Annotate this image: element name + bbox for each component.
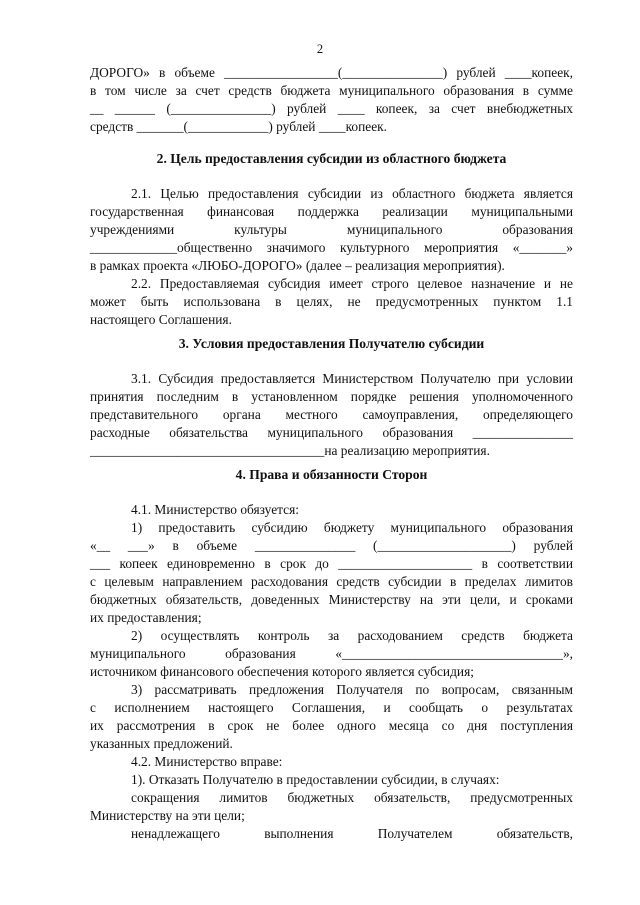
section-4-line: источником финансового обеспечения которого является субсидия; [90, 664, 474, 679]
section-2-line: учреждениями культуры муниципального образования [90, 222, 573, 237]
section-4-line: их предоставления; [90, 610, 202, 625]
section-4-line: муниципального образования «_________________________________», [90, 646, 573, 661]
section-2-line: настоящего Соглашения. [90, 312, 232, 327]
section-2-line: в рамках проекта «ЛЮБО-ДОРОГО» (далее – реализация мероприятия). [90, 258, 505, 273]
section-2-line: 2.2. Предоставляемая субсидия имеет строго целевое назначение и не [131, 276, 573, 291]
section-4-line: 4.1. Министерство обязуется: [131, 502, 299, 517]
section-4-line: 1) предоставить субсидию бюджету муниципального образования [131, 520, 573, 535]
section-3-line: расходные обязательства муниципального образования _______________ [90, 425, 573, 440]
intro-line: ДОРОГО» в объеме _________________(_______________) рублей ____копеек, [90, 65, 573, 80]
section-4-line: их рассмотрения в срок не более одного месяца со дня поступления [90, 718, 573, 733]
section-2-line: может быть использована в целях, не предусмотренных пунктом 1.1 [90, 294, 573, 309]
section-4-line: с целевым направлением расходования средств субсидии в пределах лимитов [90, 574, 573, 589]
section-4-heading: 4. Права и обязанности Сторон [235, 467, 428, 482]
section-4-line: 1). Отказать Получателю в предоставлении субсидии, в случаях: [131, 772, 500, 787]
section-3-line: ___________________________________на реализацию мероприятия. [90, 443, 490, 458]
section-4-line: 3) рассматривать предложения Получателя по вопросам, связанным [131, 682, 573, 697]
intro-line: в том числе за счет средств бюджета муниципального образования в сумме [90, 83, 573, 98]
section-4-line: Министерству на эти цели; [90, 808, 245, 823]
section-4-line: бюджетных обязательств, доведенных Министерству на эти цели, и сроками [90, 592, 573, 607]
intro-line: средств _______(____________) рублей ____копеек. [90, 119, 388, 134]
section-2-line: 2.1. Целью предоставления субсидии из областного бюджета является [131, 186, 573, 201]
intro-line: __ ______ (_______________) рублей ____ копеек, за счет внебюджетных [90, 101, 573, 116]
section-4-line: «__ ___» в объеме _______________ (____________________) рублей [90, 538, 573, 553]
section-3-heading: 3. Условия предоставления Получателю субсидии [178, 336, 485, 351]
section-2-heading: 2. Цель предоставления субсидии из областного бюджета [156, 151, 507, 166]
section-4-line: ___ копеек единовременно в срок до ____________________ в соответствии [90, 556, 573, 571]
section-4-line: указанных предложений. [90, 736, 233, 751]
section-2-line: _____________общественно значимого культурного мероприятия «_______» [90, 240, 573, 255]
section-4-line: ненадлежащего выполнения Получателем обязательств, [131, 826, 573, 841]
page-number: 2 [316, 42, 324, 56]
section-2-line: государственная финансовая поддержка реализации муниципальными [90, 204, 573, 219]
section-4-line: сокращения лимитов бюджетных обязательств, предусмотренных [131, 790, 573, 805]
section-4-line: 4.2. Министерство вправе: [131, 754, 283, 769]
section-3-line: 3.1. Субсидия предоставляется Министерством Получателю при условии [131, 371, 573, 386]
section-3-line: принятия последним в установленном порядке решения уполномоченного [90, 389, 573, 404]
section-4-line: с исполнением настоящего Соглашения, и сообщать о результатах [90, 700, 573, 715]
section-4-line: 2) осуществлять контроль за расходованием средств бюджета [131, 628, 573, 643]
section-3-line: представительного органа местного самоуправления, определяющего [90, 407, 573, 422]
